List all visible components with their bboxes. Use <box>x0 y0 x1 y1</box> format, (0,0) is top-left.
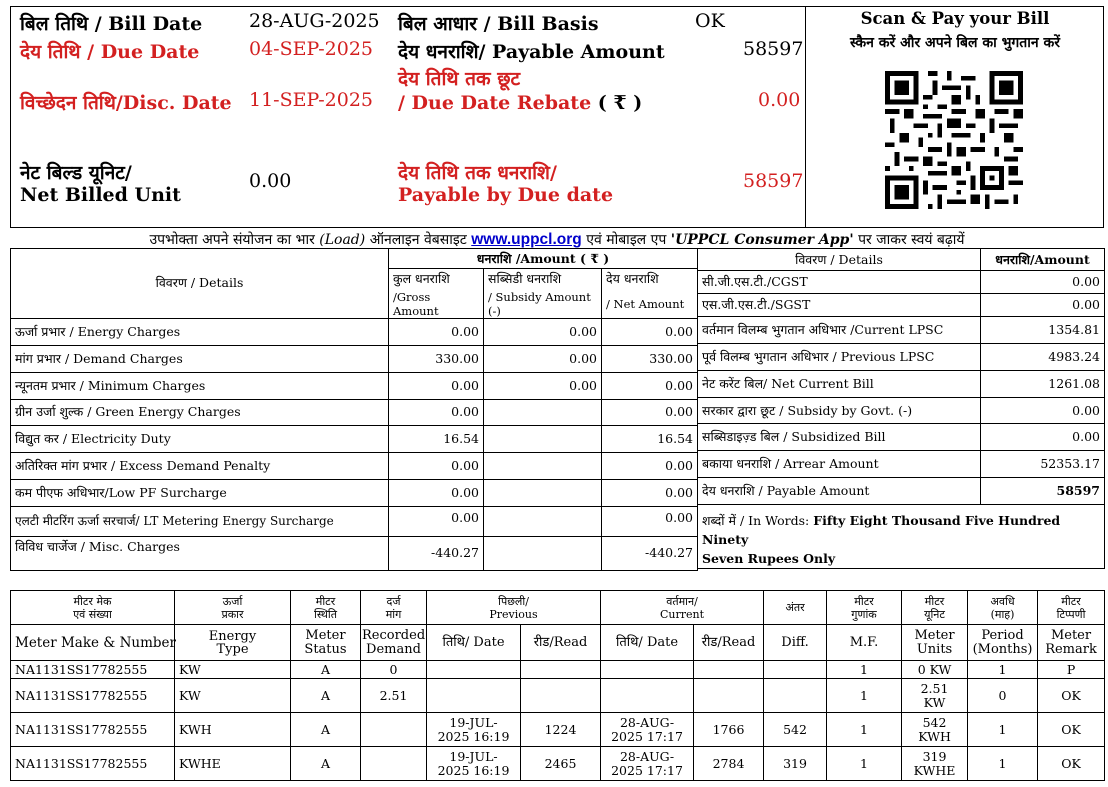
table-row <box>11 318 698 345</box>
rupee-symbol: ( ₹ ) <box>597 92 643 114</box>
curr-read: 1766 <box>694 713 764 747</box>
summary-value: 4983.24 <box>981 344 1105 371</box>
table-row <box>11 345 698 372</box>
table-row <box>11 536 698 570</box>
recorded-demand <box>361 747 427 781</box>
meter-status-header-hi: मीटर स्थिति <box>291 591 361 625</box>
meter-number: NA1131SS17782555 <box>11 747 175 781</box>
meter-number: NA1131SS17782555 <box>11 661 175 679</box>
notice-load: (Load) <box>319 232 366 248</box>
charge-subsidy <box>484 479 602 506</box>
charge-subsidy: 0.00 <box>484 345 602 372</box>
table-row <box>698 451 1105 478</box>
charge-subsidy <box>484 506 602 536</box>
period-header: Period (Months) <box>968 625 1038 661</box>
charge-net: 0.00 <box>602 452 698 479</box>
table-row <box>698 271 1105 294</box>
charge-net: 0.00 <box>602 479 698 506</box>
charge-label: कम पीएफ अधिभार/Low PF Surcharge <box>11 479 389 506</box>
previous-date-header: तिथि/ Date <box>427 625 521 661</box>
table-row <box>11 425 698 452</box>
charge-label: एलटी मीटरिंग ऊर्जा सरचार्ज/ LT Metering Energy Surcharge <box>11 506 389 536</box>
recorded-demand: 0 <box>361 661 427 679</box>
bill-date-label: बिल तिथि / Bill Date <box>20 13 203 35</box>
meter-table <box>10 590 1105 781</box>
net-header-en: / Net Amount <box>602 290 698 319</box>
due-date-label: देय तिथि / Due Date <box>20 41 200 63</box>
diff: 542 <box>764 713 827 747</box>
table-row <box>698 371 1105 398</box>
remark: OK <box>1038 713 1105 747</box>
prev-date <box>427 661 521 679</box>
charge-net: 0.00 <box>602 318 698 345</box>
gross-header-hi: कुल धनराशि <box>389 269 484 290</box>
charge-label: विविध चार्जेज / Misc. Charges <box>11 536 389 570</box>
meter-units: 0 KW <box>902 661 968 679</box>
summary-table <box>697 248 1105 569</box>
table-row <box>11 747 1105 781</box>
charge-net: 16.54 <box>602 425 698 452</box>
curr-read <box>694 661 764 679</box>
table-row <box>11 372 698 399</box>
summary-value: 0.00 <box>981 424 1105 451</box>
charge-gross: 0.00 <box>389 372 484 399</box>
diff <box>764 679 827 713</box>
summary-label: सरकार द्वारा छूट / Subsidy by Govt. (-) <box>698 398 981 424</box>
gross-header-en: /Gross Amount <box>389 290 484 319</box>
summary-details-header: विवरण / Details <box>698 249 981 271</box>
meter-status: A <box>291 713 361 747</box>
charge-label: अतिरिक्त मांग प्रभार / Excess Demand Penalty <box>11 452 389 479</box>
charge-subsidy: 0.00 <box>484 318 602 345</box>
energy-type: KW <box>175 679 291 713</box>
table-row <box>698 317 1105 344</box>
scan-title: Scan & Pay your Bill <box>860 9 1050 28</box>
meter-number: NA1131SS17782555 <box>11 679 175 713</box>
charge-gross: 330.00 <box>389 345 484 372</box>
table-row <box>11 679 1105 713</box>
prev-date: 19-JUL- 2025 16:19 <box>427 713 521 747</box>
charge-subsidy <box>484 399 602 425</box>
energy-type-header: Energy Type <box>175 625 291 661</box>
summary-value: 1354.81 <box>981 317 1105 344</box>
payable-due-label-line1: देय तिथि तक धनराशि/ <box>398 162 557 184</box>
recorded-demand-header: Recorded Demand <box>361 625 427 661</box>
charge-net: 330.00 <box>602 345 698 372</box>
energy-type: KW <box>175 661 291 679</box>
diff: 319 <box>764 747 827 781</box>
mf-header: M.F. <box>827 625 902 661</box>
charges-amount-header: धनराशि /Amount ( ₹ ) <box>389 249 698 269</box>
charge-subsidy <box>484 536 602 570</box>
summary-value: 1261.08 <box>981 371 1105 398</box>
rebate-value: 0.00 <box>758 89 801 111</box>
units-header: Meter Units <box>902 625 968 661</box>
current-date-header: तिथि/ Date <box>601 625 694 661</box>
summary-label: सब्सिडाइज़्ड बिल / Subsidized Bill <box>698 424 981 451</box>
charge-net: -440.27 <box>602 536 698 570</box>
prev-read <box>521 661 601 679</box>
charge-gross: 16.54 <box>389 425 484 452</box>
meter-status: A <box>291 747 361 781</box>
charge-gross: 0.00 <box>389 452 484 479</box>
charge-label: ग्रीन उर्जा शुल्क / Green Energy Charges <box>11 399 389 425</box>
notice-text-4: पर जाकर स्वयं बढ़ायें <box>858 232 965 248</box>
remark: OK <box>1038 679 1105 713</box>
remark: P <box>1038 661 1105 679</box>
disc-date-label: विच्छेदन तिथि/Disc. Date <box>20 92 232 114</box>
previous-read-header: रीड/Read <box>521 625 601 661</box>
charge-subsidy: 0.00 <box>484 372 602 399</box>
words-line1: Fifty Eight Thousand Five Hundred Ninety <box>702 513 1061 547</box>
bill-basis-label: बिल आधार / Bill Basis <box>398 13 599 35</box>
curr-read: 2784 <box>694 747 764 781</box>
meter-make-header: Meter Make & Number <box>11 625 175 661</box>
summary-label: सी.जी.एस.टी./CGST <box>698 271 981 294</box>
period: 1 <box>968 713 1038 747</box>
curr-date: 28-AUG- 2025 17:17 <box>601 713 694 747</box>
table-row <box>11 506 698 536</box>
period: 0 <box>968 679 1038 713</box>
recorded-demand-header-hi: दर्ज मांग <box>361 591 427 625</box>
summary-amount-header: धनराशि/Amount <box>981 249 1105 271</box>
due-date-value: 04-SEP-2025 <box>249 38 374 60</box>
diff <box>764 661 827 679</box>
qr-code-icon[interactable] <box>885 70 1023 210</box>
charge-gross: 0.00 <box>389 506 484 536</box>
summary-label: एस.जी.एस.टी./SGST <box>698 294 981 317</box>
notice-text-1: उपभोक्ता अपने संयोजन का भार <box>149 232 315 248</box>
summary-value: 52353.17 <box>981 451 1105 478</box>
table-row <box>11 452 698 479</box>
notice-app-name: 'UPPCL Consumer App' <box>670 232 854 248</box>
meter-make-header-hi: मीटर मेक एवं संख्या <box>11 591 175 625</box>
rebate-label-line1: देय तिथि तक छूट <box>398 68 521 90</box>
subsidy-header-hi: सब्सिडी धनराशि <box>484 269 602 290</box>
charges-table <box>10 248 698 571</box>
curr-read <box>694 679 764 713</box>
meter-units: 319 KWHE <box>902 747 968 781</box>
words-line2: Seven Rupees Only <box>702 551 836 566</box>
charge-gross: 0.00 <box>389 479 484 506</box>
table-row <box>698 424 1105 451</box>
charge-label: विद्युत कर / Electricity Duty <box>11 425 389 452</box>
current-read-header: रीड/Read <box>694 625 764 661</box>
charge-label: मांग प्रभार / Demand Charges <box>11 345 389 372</box>
bill-date-value: 28-AUG-2025 <box>249 10 380 32</box>
charge-net: 0.00 <box>602 372 698 399</box>
prev-date: 19-JUL- 2025 16:19 <box>427 747 521 781</box>
energy-type: KWH <box>175 713 291 747</box>
meter-number: NA1131SS17782555 <box>11 713 175 747</box>
amount-in-words <box>698 505 1105 569</box>
uppcl-website-link[interactable]: www.uppcl.org <box>471 231 582 248</box>
bill-basis-value: OK <box>695 10 725 32</box>
meter-units: 542 KWH <box>902 713 968 747</box>
summary-value: 0.00 <box>981 294 1105 317</box>
summary-payable-value: 58597 <box>981 478 1105 505</box>
table-row <box>11 713 1105 747</box>
remark-header-hi: मीटर टिप्पणी <box>1038 591 1105 625</box>
prev-read: 1224 <box>521 713 601 747</box>
notice-text-3: एवं मोबाइल एप <box>586 232 667 248</box>
prev-read <box>521 679 601 713</box>
table-row <box>698 344 1105 371</box>
scan-subtitle: स्कैन करें और अपने बिल का भुगतान करें <box>849 35 1061 51</box>
energy-type: KWHE <box>175 747 291 781</box>
summary-value: 0.00 <box>981 271 1105 294</box>
rebate-label-line2 <box>398 92 642 114</box>
summary-label: बकाया धनराशि / Arrear Amount <box>698 451 981 478</box>
words-label: शब्दों में / In Words: <box>702 513 810 528</box>
table-row <box>11 479 698 506</box>
payable-amount-label: देय धनराशि/ Payable Amount <box>398 41 665 63</box>
payable-due-label-line2: Payable by Due date <box>398 184 614 206</box>
diff-header-hi: अंतर <box>764 591 827 625</box>
summary-value: 0.00 <box>981 398 1105 424</box>
payable-due-value: 58597 <box>743 170 804 192</box>
meter-status: A <box>291 679 361 713</box>
energy-type-header-hi: ऊर्जा प्रकार <box>175 591 291 625</box>
table-row <box>698 398 1105 424</box>
recorded-demand: 2.51 <box>361 679 427 713</box>
current-header: वर्तमान/ Current <box>601 591 764 625</box>
charge-gross: 0.00 <box>389 399 484 425</box>
table-row <box>11 399 698 425</box>
charges-details-header: विवरण / Details <box>11 249 389 319</box>
notice-text-2: ऑनलाइन वेबसाइट <box>369 232 467 248</box>
prev-read: 2465 <box>521 747 601 781</box>
rebate-label-text: / Due Date Rebate <box>398 92 592 114</box>
net-unit-label-line2: Net Billed Unit <box>20 184 181 206</box>
mf-header-hi: मीटर गुणांक <box>827 591 902 625</box>
load-notice <box>10 230 1104 249</box>
period: 1 <box>968 661 1038 679</box>
curr-date <box>601 679 694 713</box>
units-header-hi: मीटर यूनिट <box>902 591 968 625</box>
net-header-hi: देय धनराशि <box>602 269 698 290</box>
mf: 1 <box>827 661 902 679</box>
charge-net: 0.00 <box>602 399 698 425</box>
prev-date <box>427 679 521 713</box>
meter-status-header: Meter Status <box>291 625 361 661</box>
previous-header: पिछली/ Previous <box>427 591 601 625</box>
payable-amount-value: 58597 <box>743 38 804 60</box>
mf: 1 <box>827 747 902 781</box>
net-unit-value: 0.00 <box>249 170 292 192</box>
disc-date-value: 11-SEP-2025 <box>249 89 374 111</box>
mf: 1 <box>827 679 902 713</box>
mf: 1 <box>827 713 902 747</box>
curr-date <box>601 661 694 679</box>
meter-units: 2.51 KW <box>902 679 968 713</box>
charge-subsidy <box>484 425 602 452</box>
remark-header: Meter Remark <box>1038 625 1105 661</box>
remark: OK <box>1038 747 1105 781</box>
period: 1 <box>968 747 1038 781</box>
summary-label: देय धनराशि / Payable Amount <box>698 478 981 505</box>
summary-label: नेट करेंट बिल/ Net Current Bill <box>698 371 981 398</box>
table-row <box>11 661 1105 679</box>
diff-header: Diff. <box>764 625 827 661</box>
table-row <box>698 294 1105 317</box>
table-row <box>698 478 1105 505</box>
net-unit-label-line1: नेट बिल्ड यूनिट/ <box>20 162 132 184</box>
recorded-demand <box>361 713 427 747</box>
curr-date: 28-AUG- 2025 17:17 <box>601 747 694 781</box>
charge-net: 0.00 <box>602 506 698 536</box>
charge-label: न्यूनतम प्रभार / Minimum Charges <box>11 372 389 399</box>
charge-label: ऊर्जा प्रभार / Energy Charges <box>11 318 389 345</box>
summary-label: पूर्व विलम्ब भुगतान अधिभार / Previous LPSC <box>698 344 981 371</box>
subsidy-header-en: / Subsidy Amount (-) <box>484 290 602 319</box>
period-header-hi: अवधि (माह) <box>968 591 1038 625</box>
charge-gross: 0.00 <box>389 318 484 345</box>
summary-label: वर्तमान विलम्ब भुगतान अधिभार /Current LPSC <box>698 317 981 344</box>
charge-gross: -440.27 <box>389 536 484 570</box>
charge-subsidy <box>484 452 602 479</box>
meter-status: A <box>291 661 361 679</box>
